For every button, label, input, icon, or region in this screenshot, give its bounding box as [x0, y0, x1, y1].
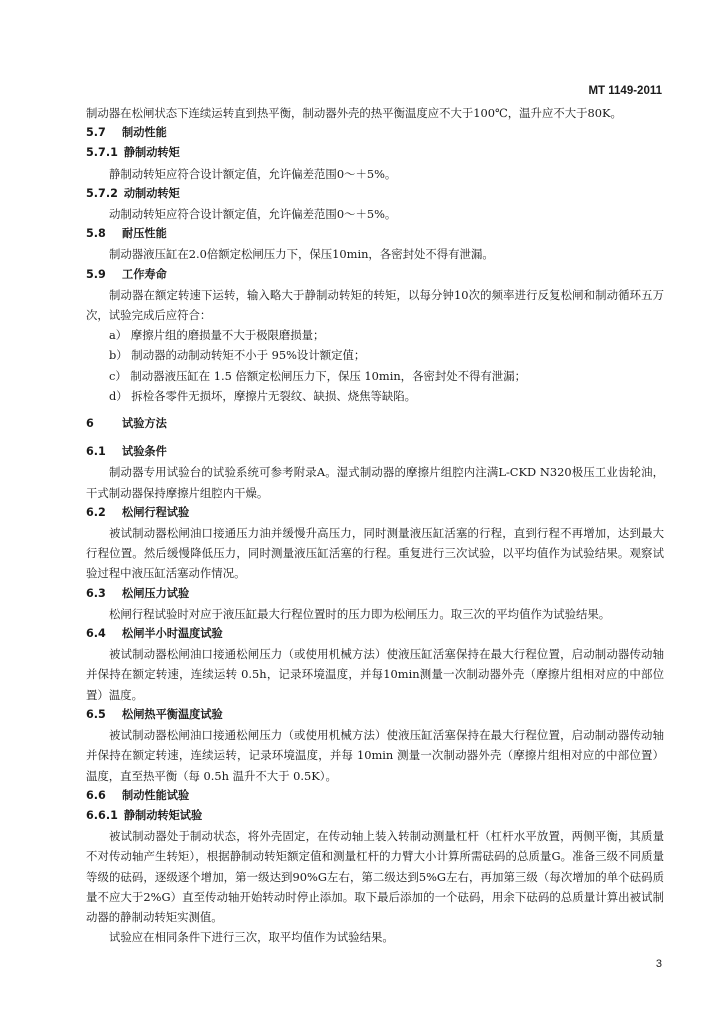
paragraph: 被试制动器松闸油口接通松闸压力（或使用机械方法）使液压缸活塞保持在最大行程位置，启动制动器传动轴并保持在额定转速，连续运转 0.5h，记录环境温度，并每10min测量一次制动器外壳（摩擦片组相对应的中部位置）温度。 — [86, 647, 664, 702]
section-title: 静制动转矩试验 — [123, 808, 203, 822]
standard-id: MT 1149-2011 — [588, 85, 662, 97]
section-number: 5.7 — [86, 126, 106, 140]
spacer — [86, 406, 664, 414]
page-number: 3 — [655, 958, 662, 970]
section-heading — [86, 123, 664, 143]
section-number: 6.6 — [86, 788, 106, 802]
section-heading — [86, 143, 664, 163]
section-number: 5.7.1 — [86, 146, 118, 160]
section-title: 试验方法 — [122, 417, 167, 431]
spacer — [86, 434, 664, 442]
section-number: 6.1 — [86, 445, 106, 459]
section-title: 松闸半小时温度试验 — [122, 627, 223, 641]
section-heading — [86, 414, 664, 434]
list-item: d） 拆检各零件无损坏，摩擦片无裂纹、缺损、烧焦等缺陷。 — [109, 388, 417, 403]
section-number: 6.6.1 — [86, 808, 118, 822]
section-title: 工作寿命 — [122, 267, 167, 281]
section-title: 松闸行程试验 — [122, 505, 190, 519]
section-heading — [86, 624, 664, 644]
section-heading — [86, 705, 664, 725]
section-number: 6.4 — [86, 627, 106, 641]
section-title: 动制动转矩 — [123, 186, 180, 200]
paragraph: 静制动转矩应符合设计额定值，允许偏差范围0～＋5%。 — [109, 166, 397, 181]
paragraph: 松闸行程试验时对应于液压缸最大行程位置时的压力即为松闸压力。取三次的平均值作为试验结果。 — [109, 606, 611, 621]
section-heading — [86, 806, 664, 826]
paragraph: 被试制动器松闸油口接通松闸压力（或使用机械方法）使液压缸活塞保持在最大行程位置，启动制动器传动轴并保持在额定转速，连续运转，记录环境温度，并每 10min 测量一次制动器外壳（摩擦片组相对应的中部位置）温度，直至热平衡（每 0.5h 温升不大于 0.5K）。 — [86, 728, 664, 783]
section-heading — [86, 265, 664, 285]
section-heading — [86, 503, 664, 523]
section-heading — [86, 184, 664, 204]
paragraph: 动制动转矩应符合设计额定值，允许偏差范围0～＋5%。 — [109, 207, 397, 222]
section-heading — [86, 786, 664, 806]
section-heading — [86, 442, 664, 462]
paragraph: 制动器专用试验台的试验系统可参考附录A。湿式制动器的摩擦片组腔内注满L-CKD N320极压工业齿轮油，干式制动器保持摩擦片组腔内干燥。 — [86, 465, 664, 500]
list-item: c） 制动器液压缸在 1.5 倍额定松闸压力下，保压 10min，各密封处不得有泄漏； — [109, 368, 526, 383]
section-number: 5.8 — [86, 227, 106, 241]
section-heading — [86, 224, 664, 244]
paragraph: 制动器在松闸状态下连续运转直到热平衡，制动器外壳的热平衡温度应不大于100℃，温升应不大于80K。 — [86, 106, 622, 120]
list-item: a） 摩擦片组的磨损量不大于极限磨损量； — [109, 328, 325, 343]
paragraph: 制动器液压缸在2.0倍额定松闸压力下，保压10min，各密封处不得有泄漏。 — [109, 247, 494, 262]
paragraph: 被试制动器处于制动状态，将外壳固定，在传动轴上装入转制动测量杠杆（杠杆水平放置，两侧平衡，其质量不对传动轴产生转矩），根据静制动转矩额定值和测量杠杆的力臂大小计算所需砝码的总质量G。准备三级不同质量等级的砝码，逐级逐个增加，第一级达到90%G左右，第二级达到5%G左右，再加第三级（每次增加的单个砝码质量不应大于2%G）直至传动轴开始转动时停止添加。取下最后添加的一个砝码，用余下砝码的总质量计算出被试制动器的静制动转矩实测值。 — [86, 829, 664, 924]
section-title: 试验条件 — [122, 445, 167, 459]
section-heading — [86, 584, 664, 604]
section-title: 静制动转矩 — [123, 146, 180, 160]
section-title: 松闸压力试验 — [122, 586, 190, 600]
section-title: 耐压性能 — [122, 227, 167, 241]
section-number: 6.2 — [86, 505, 106, 519]
section-number: 6 — [86, 417, 94, 431]
section-number: 6.5 — [86, 707, 106, 721]
paragraph: 制动器在额定转速下运转，输入略大于静制动转矩的转矩，以每分钟10次的频率进行反复松闸和制动循环五万次，试验完成后应符合： — [86, 287, 664, 323]
section-number: 5.7.2 — [86, 186, 118, 200]
list-item: b） 制动器的动制动转矩不小于 95%设计额定值； — [109, 348, 366, 363]
document-body — [86, 103, 664, 947]
section-title: 制动性能 — [122, 126, 167, 140]
paragraph: 试验应在相同条件下进行三次，取平均值作为试验结果。 — [109, 930, 394, 945]
section-number: 5.9 — [86, 267, 106, 281]
section-number: 6.3 — [86, 586, 106, 600]
paragraph: 被试制动器松闸油口接通压力油并缓慢升高压力，同时测量液压缸活塞的行程，直到行程不再增加，达到最大行程位置。然后缓慢降低压力，同时测量液压缸活塞的行程。重复进行三次试验，以平均值作为试验结果。观察试验过程中液压缸活塞动作情况。 — [86, 526, 664, 581]
section-title: 松闸热平衡温度试验 — [122, 707, 223, 721]
section-title: 制动性能试验 — [122, 788, 190, 802]
